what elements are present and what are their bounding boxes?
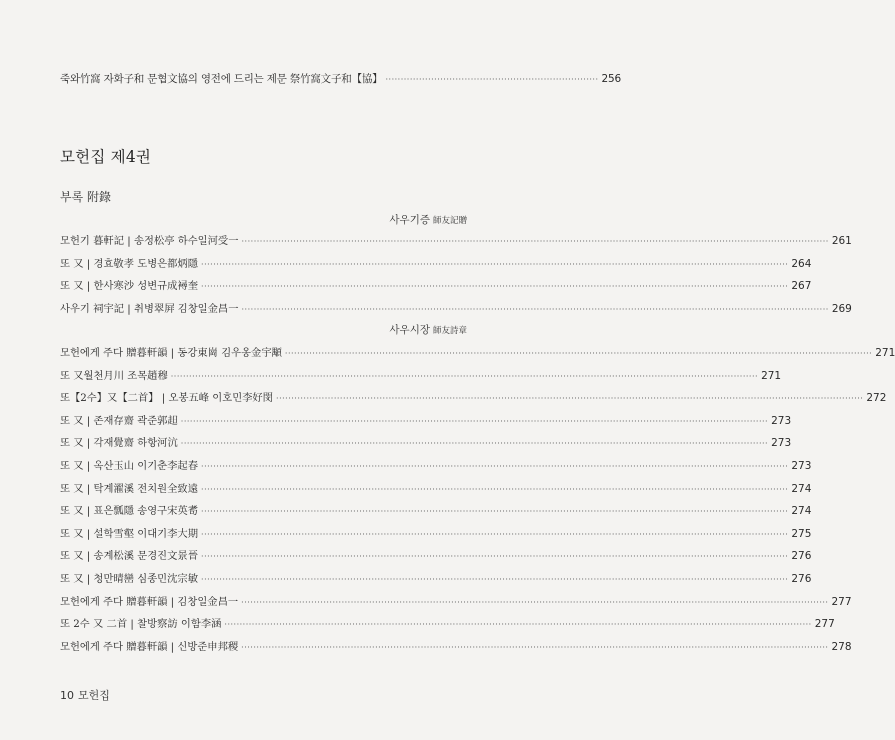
- toc-entry[interactable]: [60, 615, 835, 631]
- toc-entry-text: 또 又 | 존재存齋 곽준郭𧺝: [60, 414, 178, 427]
- toc-entry-text: 또 又 | 각재覺齋 하항河沆: [60, 437, 178, 450]
- toc-entry[interactable]: [60, 638, 852, 653]
- toc-entry-page: 275: [791, 527, 812, 540]
- toc-entry[interactable]: [60, 502, 812, 518]
- toc-entry-page: 267: [791, 280, 812, 292]
- volume-title: 모헌집 제4권: [60, 148, 152, 166]
- toc-entry-page: 278: [831, 640, 852, 653]
- dot-leader: [241, 643, 828, 652]
- toc-entry-text: 또 又 | 한사寒沙 성변규成襑奎: [60, 280, 199, 292]
- toc-entry[interactable]: [60, 525, 812, 540]
- dot-leader: [241, 598, 828, 607]
- toc-entry-page: 261: [831, 235, 852, 247]
- toc-entry-page: 273: [771, 414, 792, 427]
- dot-leader: [242, 305, 829, 314]
- toc-entry-text: 또 又 | 청만晴巒 심종민沈宗敏: [60, 573, 199, 585]
- section-label: 부록 附錄: [60, 190, 111, 204]
- dot-leader: [224, 620, 811, 629]
- toc-entry-text: 모헌에게 주다 贈暮軒韻 | 김창일金昌一: [60, 595, 239, 608]
- toc-entry[interactable]: [60, 367, 782, 382]
- toc-entry-page: 274: [791, 505, 812, 518]
- toc-entry-page: 276: [791, 573, 812, 585]
- toc-entry-page: 269: [831, 302, 852, 315]
- subheading-main: 사우기증: [389, 214, 430, 226]
- page-footer: [60, 687, 110, 703]
- toc-entry[interactable]: [60, 434, 792, 450]
- dot-leader: [201, 485, 788, 494]
- toc-entry[interactable]: [60, 457, 812, 472]
- toc-entry-page: 264: [791, 257, 812, 270]
- toc-entry[interactable]: [60, 300, 852, 315]
- toc-entry-page: 274: [791, 482, 812, 495]
- dot-leader: [201, 462, 788, 471]
- toc-entry-page: 273: [791, 460, 812, 472]
- toc-entry-text: 또 又 | 표은瓢隱 송영구宋英耉: [60, 505, 199, 518]
- toc-entry-page: 256: [601, 73, 621, 85]
- dot-leader: [242, 237, 829, 246]
- dot-leader: [201, 552, 788, 561]
- subheading-sausijang: [389, 322, 467, 337]
- toc-entry[interactable]: [60, 255, 812, 270]
- toc-entry-page: 272: [866, 392, 887, 405]
- subheading-small: 師友記贈: [432, 216, 467, 226]
- footer-page-number: 10: [60, 689, 74, 702]
- dot-leader: [171, 372, 758, 381]
- dot-leader: [276, 394, 863, 403]
- toc-entry-page: 273: [771, 437, 792, 450]
- toc-entry-page: 277: [831, 595, 852, 608]
- dot-leader: [201, 575, 788, 584]
- toc-entry[interactable]: [60, 593, 852, 608]
- toc-entry[interactable]: [60, 344, 895, 359]
- subheading-main: 사우시장: [389, 324, 430, 336]
- toc-entry-text: 모헌에게 주다 贈暮軒韻 | 신방준申邦稷: [60, 640, 239, 653]
- toc-entry[interactable]: [60, 412, 792, 427]
- toc-entry-text: 또 又 | 경효敬孝 도병은都炳隱: [60, 257, 199, 270]
- toc-entry-text: 죽와竹窩 자화子和 문협文協의 영전에 드리는 제문 祭竹窩文子和【協】: [60, 73, 383, 85]
- toc-entry-text: 또 2수 又 二首 | 찰방察訪 이함李涵: [60, 618, 222, 631]
- dot-leader: [201, 282, 788, 291]
- dot-leader: ······································································: [385, 75, 599, 84]
- toc-entry-text: 또 又 | 옥산玉山 이기춘李起春: [60, 460, 199, 472]
- toc-entry-page: 271: [761, 369, 782, 382]
- toc-entry-text: 또 又 | 송계松溪 문경진文景晉: [60, 550, 199, 563]
- toc-entry-text: 모헌에게 주다 贈暮軒韻 | 동강東崗 김우옹金宇顒: [60, 347, 282, 359]
- toc-entry[interactable]: [60, 570, 812, 585]
- toc-entry-text: 또 又 | 설학雪壑 이대기李大期: [60, 527, 199, 540]
- toc-entry[interactable]: [60, 232, 852, 247]
- toc-entry-page: 276: [791, 550, 812, 563]
- toc-entry[interactable]: [60, 480, 812, 495]
- toc-entry-text: 또 又 | 탁계濯溪 전치원全致遠: [60, 482, 199, 495]
- dot-leader: [181, 417, 768, 426]
- toc-entry[interactable]: [60, 547, 812, 563]
- subheading-saugijeung: [389, 212, 467, 227]
- dot-leader: [201, 530, 788, 539]
- dot-leader: [201, 507, 788, 516]
- toc-entry-text: 또 又월천月川 조목趙穆: [60, 369, 168, 382]
- toc-entry[interactable]: [60, 277, 812, 292]
- toc-entry-text: 사우기 祠宇記 | 취병翠屛 김창일金昌一: [60, 302, 239, 315]
- dot-leader: [285, 349, 872, 358]
- toc-entry[interactable]: [60, 389, 887, 405]
- toc-entry-page: 271: [875, 347, 895, 359]
- dot-leader: [181, 439, 768, 448]
- toc-entry-top[interactable]: [60, 71, 621, 86]
- toc-entry-text: 또【2수】又【二首】 | 오봉五峰 이호민李好閔: [60, 392, 274, 405]
- footer-book-title: 모헌집: [78, 689, 110, 702]
- toc-entry-page: 277: [814, 618, 835, 631]
- toc-entry-text: 모헌기 暮軒記 | 송정松亭 하수일河受一: [60, 235, 239, 247]
- subheading-small: 師友詩章: [432, 326, 467, 336]
- dot-leader: [201, 260, 788, 269]
